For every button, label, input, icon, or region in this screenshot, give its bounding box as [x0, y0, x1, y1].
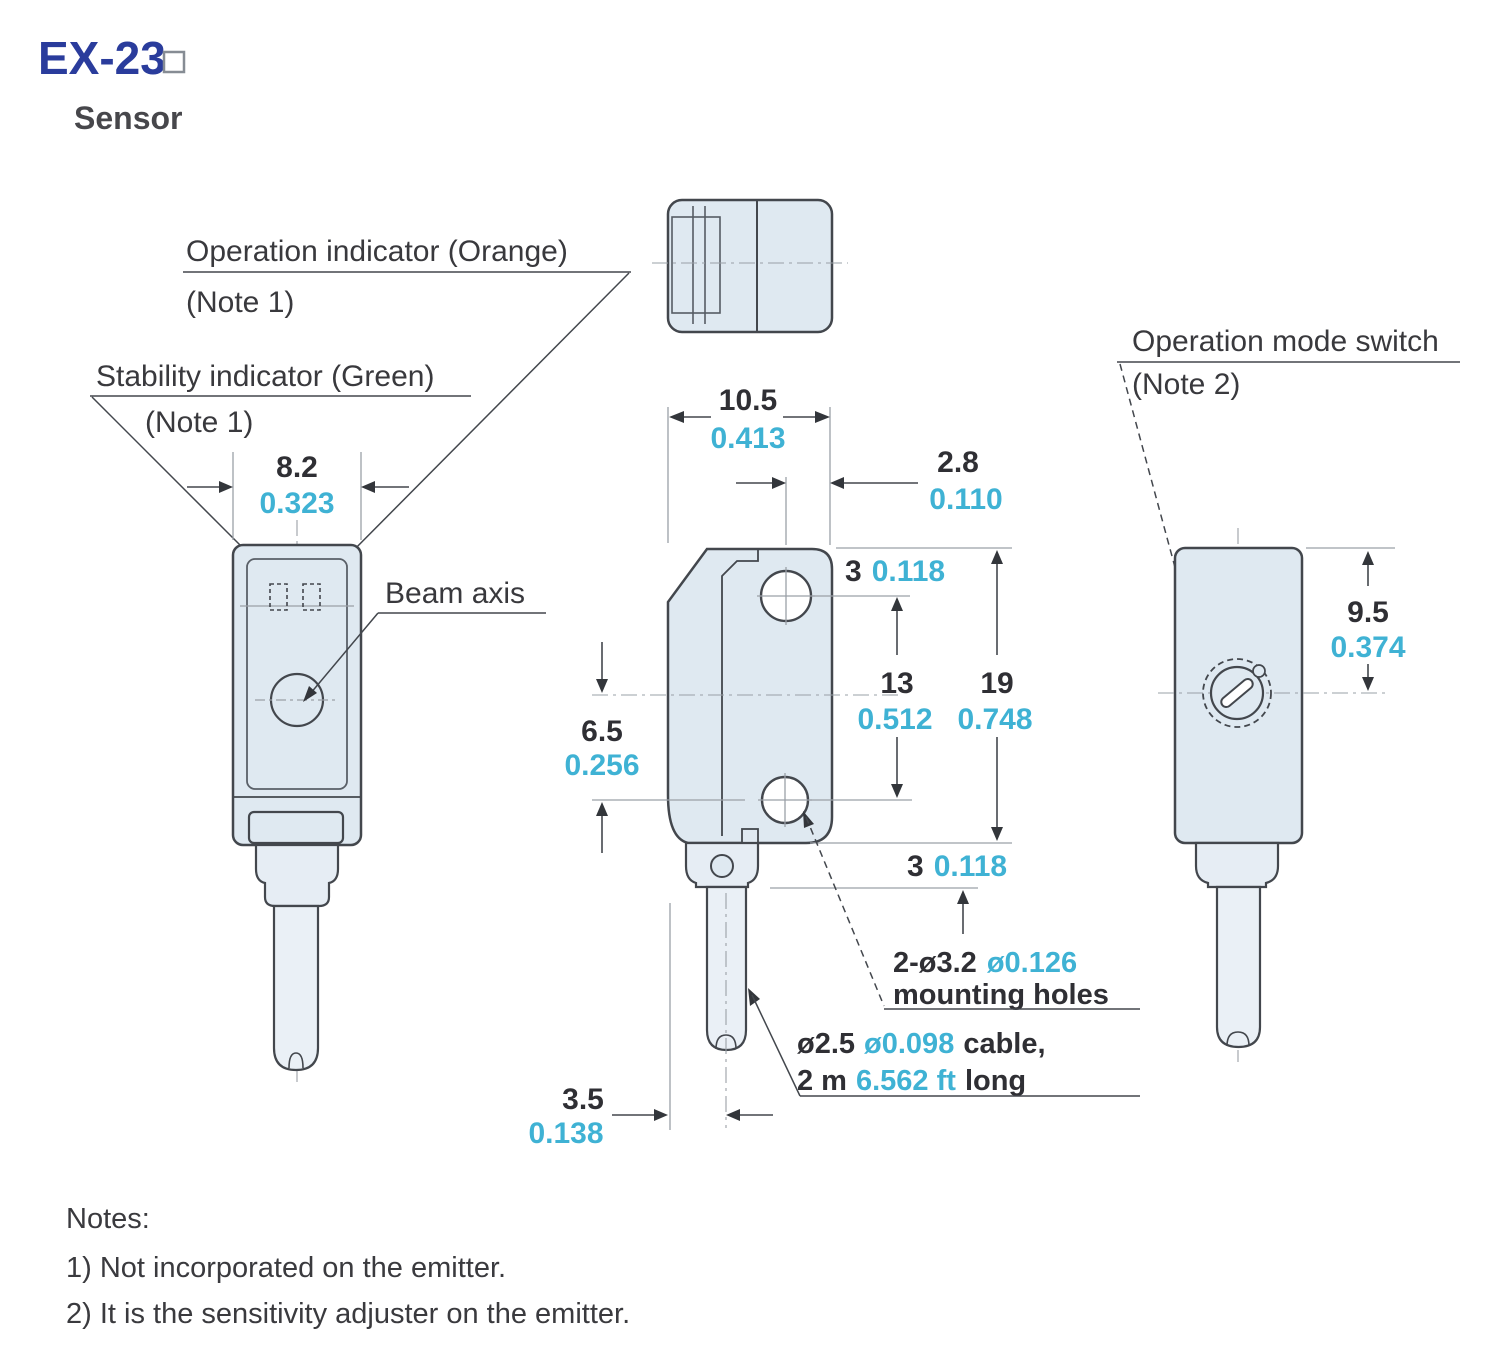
dim-inch: 0.323	[259, 487, 335, 520]
operation-indicator-label: Operation indicator (Orange)	[186, 235, 568, 268]
cable-spec-line2: 2 m 6.562 ft long	[797, 1065, 1027, 1097]
notes	[66, 1203, 630, 1330]
model-suffix-box	[164, 52, 184, 72]
switch-notch	[1253, 665, 1265, 677]
dim-inch: 0.413	[710, 422, 786, 455]
mounting-holes-callout	[803, 811, 1140, 1011]
dim-19	[957, 550, 1032, 841]
arrow	[772, 477, 786, 489]
dim-mm: 8.2	[276, 451, 318, 484]
dim-3-top: 3 0.118	[845, 555, 946, 588]
top-view	[652, 200, 848, 332]
operation-indicator-leader	[333, 273, 629, 571]
arrow	[815, 411, 830, 423]
note-item-2: 2) It is the sensitivity adjuster on the emitter.	[66, 1298, 631, 1330]
page-title: EX-23	[38, 32, 166, 84]
arrow	[669, 411, 684, 423]
operation-mode-switch-note: (Note 2)	[1132, 368, 1241, 401]
dim-10-5	[668, 384, 830, 545]
rear-cable-gland	[1196, 843, 1278, 887]
side-view	[187, 451, 546, 1082]
rear-view	[1117, 325, 1460, 1062]
dim-2-8	[736, 446, 1003, 545]
dim-8-2	[187, 451, 409, 540]
dim-inch: 0.374	[1330, 631, 1406, 664]
front-key-notch	[742, 829, 758, 843]
dim-mm: 9.5	[1347, 596, 1389, 629]
arrow	[361, 481, 375, 493]
arrow	[830, 477, 844, 489]
dim-mm: 3.5	[562, 1083, 604, 1116]
arrow	[654, 1109, 668, 1121]
dim-3-gland	[907, 850, 1007, 934]
rear-cable	[1217, 887, 1260, 1047]
arrow	[1362, 551, 1374, 565]
mounting-holes-label: mounting holes	[893, 979, 1109, 1011]
operation-indicator-note: (Note 1)	[186, 286, 295, 319]
dim-inch: 0.110	[929, 483, 1003, 516]
arrow	[1362, 677, 1374, 691]
dim-13	[857, 597, 932, 798]
stability-indicator-note: (Note 1)	[145, 406, 254, 439]
header	[38, 32, 184, 136]
arrow	[891, 597, 903, 611]
dim-mm: 10.5	[718, 384, 778, 417]
arrow	[219, 481, 233, 493]
operation-mode-switch-label: Operation mode switch	[1132, 325, 1439, 358]
dim-inch: 0.748	[957, 703, 1033, 736]
front-cable	[707, 887, 746, 1050]
mounting-holes-value: 2-ø3.2 ø0.126	[893, 947, 1078, 979]
notes-heading: Notes:	[66, 1203, 150, 1235]
stability-indicator-label: Stability indicator (Green)	[96, 360, 435, 393]
arrow	[596, 802, 608, 816]
leader-line	[806, 817, 884, 1006]
dim-9-5	[1306, 548, 1406, 691]
dim-mm: 19	[980, 667, 1014, 700]
cable-spec-line1: ø2.5 ø0.098 cable,	[797, 1028, 1046, 1060]
front-view	[528, 384, 1140, 1150]
note-item-1: 1) Not incorporated on the emitter.	[66, 1252, 507, 1284]
leader-arrow	[748, 988, 760, 1006]
gland-hole	[711, 855, 733, 877]
side-body	[233, 545, 361, 845]
leader-line	[752, 995, 800, 1096]
dim-3-bottom: 3 0.118	[907, 850, 1008, 883]
side-cable-gland	[256, 845, 338, 906]
dim-mm: 6.5	[581, 715, 623, 748]
dim-inch: 0.256	[564, 749, 640, 782]
page-subtitle: Sensor	[74, 100, 183, 136]
side-cable	[274, 906, 318, 1070]
arrow	[991, 827, 1003, 841]
arrow	[957, 890, 969, 904]
arrow	[726, 1109, 740, 1121]
dim-mm: 13	[880, 667, 914, 700]
beam-axis-label: Beam axis	[385, 577, 526, 610]
dim-inch: 0.138	[528, 1117, 604, 1150]
dim-inch: 0.512	[857, 703, 933, 736]
arrow	[991, 550, 1003, 564]
arrow	[891, 784, 903, 798]
dim-mm: 2.8	[937, 446, 979, 479]
arrow	[596, 679, 608, 693]
